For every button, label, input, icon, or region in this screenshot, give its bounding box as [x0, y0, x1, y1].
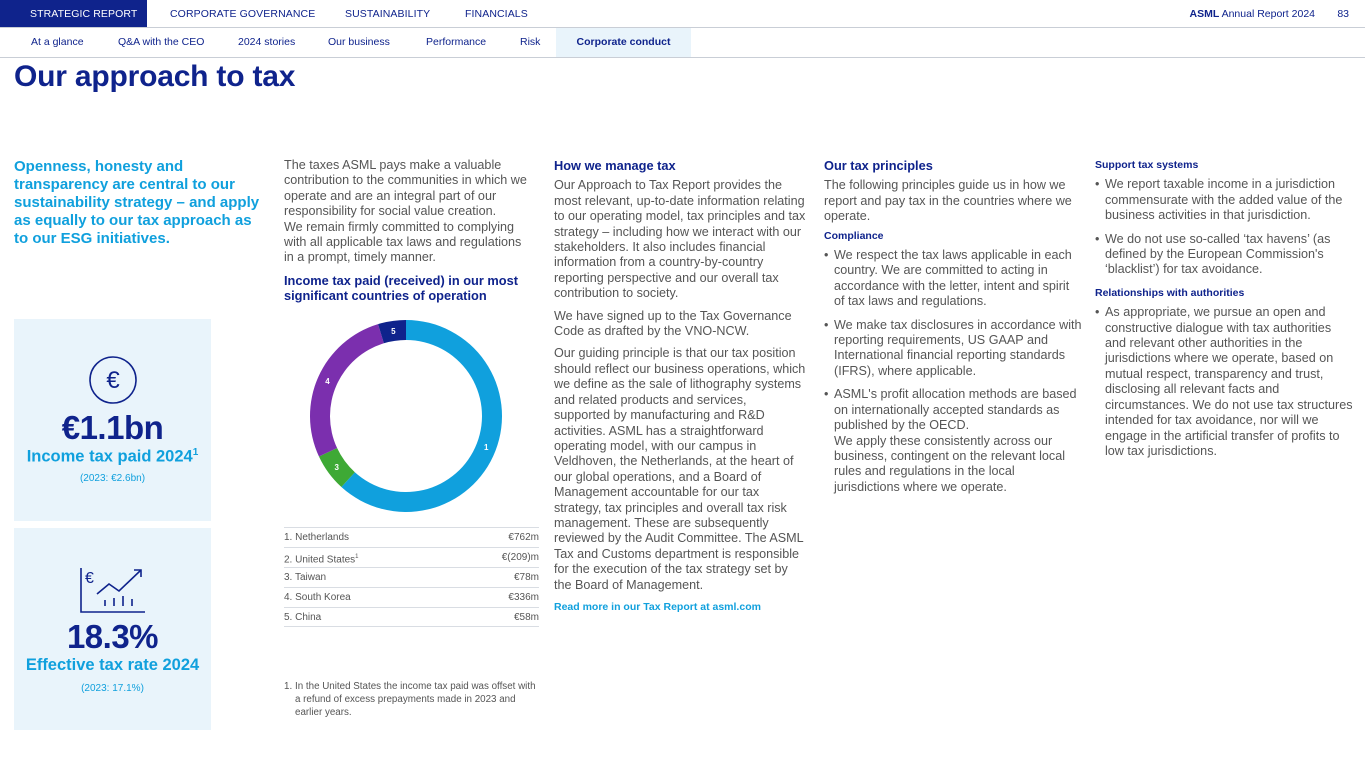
tax-report-link[interactable]: Read more in our Tax Report at asml.com — [554, 600, 761, 613]
table-row — [284, 527, 539, 547]
paragraph: Our guiding principle is that our tax position should reflect our business operations, which we define as the sale of lithography systems and related products and services, supported by manufacturing and R&D activities. ASML has a straightforward operating model, with our campus in Veldhoven, the Netherlands, at the heart of our global operations, and a Board of Management accountable for our tax strategy, tax principles and overall tax risk management. These are subsequently reviewed by the Audit Committee. The ASML Tax and Customs department is responsible for the execution of the tax strategy set by the Board of Management. — [554, 346, 806, 592]
report-brand: ASML — [1189, 8, 1220, 20]
page-title: Our approach to tax — [14, 60, 296, 93]
tab-corporate-governance[interactable]: CORPORATE GOVERNANCE — [170, 8, 316, 20]
kpi-value: €1.1bn — [61, 409, 164, 446]
income-tax-donut-chart — [306, 316, 506, 516]
report-name: Annual Report 2024 — [1221, 8, 1315, 20]
subnav-risk[interactable]: Risk — [520, 36, 541, 48]
support-list — [1095, 177, 1353, 277]
chart-title: Income tax paid (received) in our most significant countries of operation — [284, 272, 518, 304]
subnav-at-a-glance[interactable]: At a glance — [31, 36, 84, 48]
country-value: €(209)m — [501, 552, 539, 563]
subnav-qa-ceo[interactable]: Q&A with the CEO — [118, 36, 205, 48]
country-label: 2. United States$^1$ — [284, 554, 359, 566]
top-navigation — [0, 0, 1365, 28]
footnote-number: 1. — [284, 681, 293, 692]
report-title — [1190, 0, 1316, 29]
country-value: €58m — [513, 612, 539, 623]
page-number: 83 — [1337, 8, 1349, 20]
kpi-effective-tax-rate — [14, 528, 211, 730]
donut-slice-label: 4 — [325, 376, 330, 386]
section-heading: Our tax principles — [824, 158, 933, 173]
country-tax-table — [284, 527, 539, 627]
subheading: Compliance — [824, 229, 884, 242]
subnav-performance[interactable]: Performance — [426, 36, 487, 48]
list-item: • We do not use so-called ‘tax havens’ (as defined by the European Commission's ‘blacklist’) for tax avoidance. — [1095, 232, 1353, 278]
sub-navigation — [0, 28, 1365, 58]
list-item-continuation: We apply these consistently across our business, contingent on the relevant local rules and regulations in the local jurisdictions where we operate. — [834, 433, 1066, 494]
compliance-list — [824, 248, 1082, 495]
table-row — [284, 567, 539, 587]
euro-icon — [88, 355, 138, 405]
tab-strategic-report[interactable]: STRATEGIC REPORT — [0, 0, 147, 27]
list-item: • We make tax disclosures in accordance with reporting requirements, US GAAP and International financial reporting standards (IFRS), where applicable. — [824, 318, 1082, 380]
table-row — [284, 607, 539, 627]
country-value: €762m — [508, 532, 539, 543]
donut-slice-south-korea — [310, 324, 384, 456]
table-row — [284, 587, 539, 607]
kpi-comparison: (2023: 17.1%) — [81, 683, 144, 694]
svg-text:€: € — [84, 570, 94, 587]
column-tax-principles — [824, 158, 1082, 503]
table-row — [284, 547, 539, 567]
paragraph: The taxes ASML pays make a valuable contribution to the communities in which we operate and are an integral part of our responsibility for social value creation. — [284, 158, 527, 219]
list-item: • As appropriate, we pursue an open and constructive dialogue with tax authorities and relevant other authorities in the jurisdictions where we operate, based on mutual respect, transparency and trust, disclosing all relevant facts and circumstances. We do not use tax structures intended for tax avoidance, nor will we engage in the artificial transfer of profits to low tax jurisdictions. — [1095, 305, 1353, 459]
donut-slice-label: 5 — [391, 326, 396, 336]
section-heading: How we manage tax — [554, 158, 676, 173]
subnav-2024-stories[interactable]: 2024 stories — [238, 36, 296, 48]
kpi-label: Effective tax rate 2024 — [25, 656, 200, 674]
authorities-list — [1095, 305, 1353, 459]
kpi-comparison: (2023: €2.6bn) — [79, 472, 146, 484]
column-how-we-manage-tax — [554, 158, 806, 615]
country-value: €78m — [513, 572, 539, 583]
country-value: €336m — [508, 592, 539, 603]
list-item: • ASML's profit allocation methods are based on internationally accepted standards as published by the OECD. We apply these consistently across our business, contingent on the relevant local rules and regulations in the local jurisdictions where we operate. — [824, 387, 1082, 495]
list-item: • We respect the tax laws applicable in each country. We are committed to acting in accordance with the letter, intent and spirit of tax laws and regulations. — [824, 248, 1082, 310]
paragraph: The following principles guide us in how we report and pay tax in the countries where we operate. — [824, 178, 1072, 224]
kpi-income-tax — [14, 319, 211, 521]
footnote-ref: 1 — [192, 447, 199, 458]
country-label: 4. South Korea — [284, 592, 351, 603]
footnote-text: In the United States the income tax paid was offset with a refund of excess prepayments made in 2023 and earlier years. — [295, 681, 536, 718]
country-label: 1. Netherlands — [284, 532, 350, 543]
footnote — [284, 680, 539, 719]
column-tax-contribution — [284, 158, 532, 304]
paragraph: Our Approach to Tax Report provides the most relevant, up-to-date information relating to our operating model, tax principles and tax strategy – including how we interact with our stakeholders. It also includes financial information from a country-by-country reporting perspective and our overall tax contribution to society. — [554, 178, 806, 301]
tab-financials[interactable]: FINANCIALS — [465, 8, 528, 20]
euro-growth-chart-icon — [79, 566, 147, 614]
svg-text:€: € — [105, 367, 120, 394]
kpi-label: Income tax paid 2024$^1$ — [26, 447, 199, 466]
donut-slice-label: 3 — [334, 462, 339, 472]
donut-slice-label: 1 — [483, 443, 489, 453]
list-item: • We report taxable income in a jurisdiction commensurate with the added value of the business activities in that jurisdiction. — [1095, 177, 1353, 223]
tab-sustainability[interactable]: SUSTAINABILITY — [345, 8, 431, 20]
subnav-corporate-conduct[interactable]: Corporate conduct — [556, 28, 691, 57]
paragraph: We remain firmly committed to complying with all applicable tax laws and regulations in a prompt, timely manner. — [284, 219, 522, 265]
intro-statement: Openness, honesty and transparency are central to our sustainability strategy – and apply as equally to our tax approach as to our ESG initiatives. — [14, 158, 260, 247]
country-label: 3. Taiwan — [284, 572, 327, 583]
subnav-our-business[interactable]: Our business — [328, 36, 390, 48]
subheading: Support tax systems — [1095, 159, 1199, 171]
paragraph: We have signed up to the Tax Governance Code as drafted by the VNO-NCW. — [554, 308, 792, 339]
country-label: 5. China — [284, 612, 322, 623]
subheading: Relationships with authorities — [1095, 286, 1245, 299]
column-support-tax-systems — [1095, 158, 1353, 467]
kpi-value: 18.3% — [66, 618, 159, 655]
footnote-ref: 1 — [355, 554, 359, 560]
